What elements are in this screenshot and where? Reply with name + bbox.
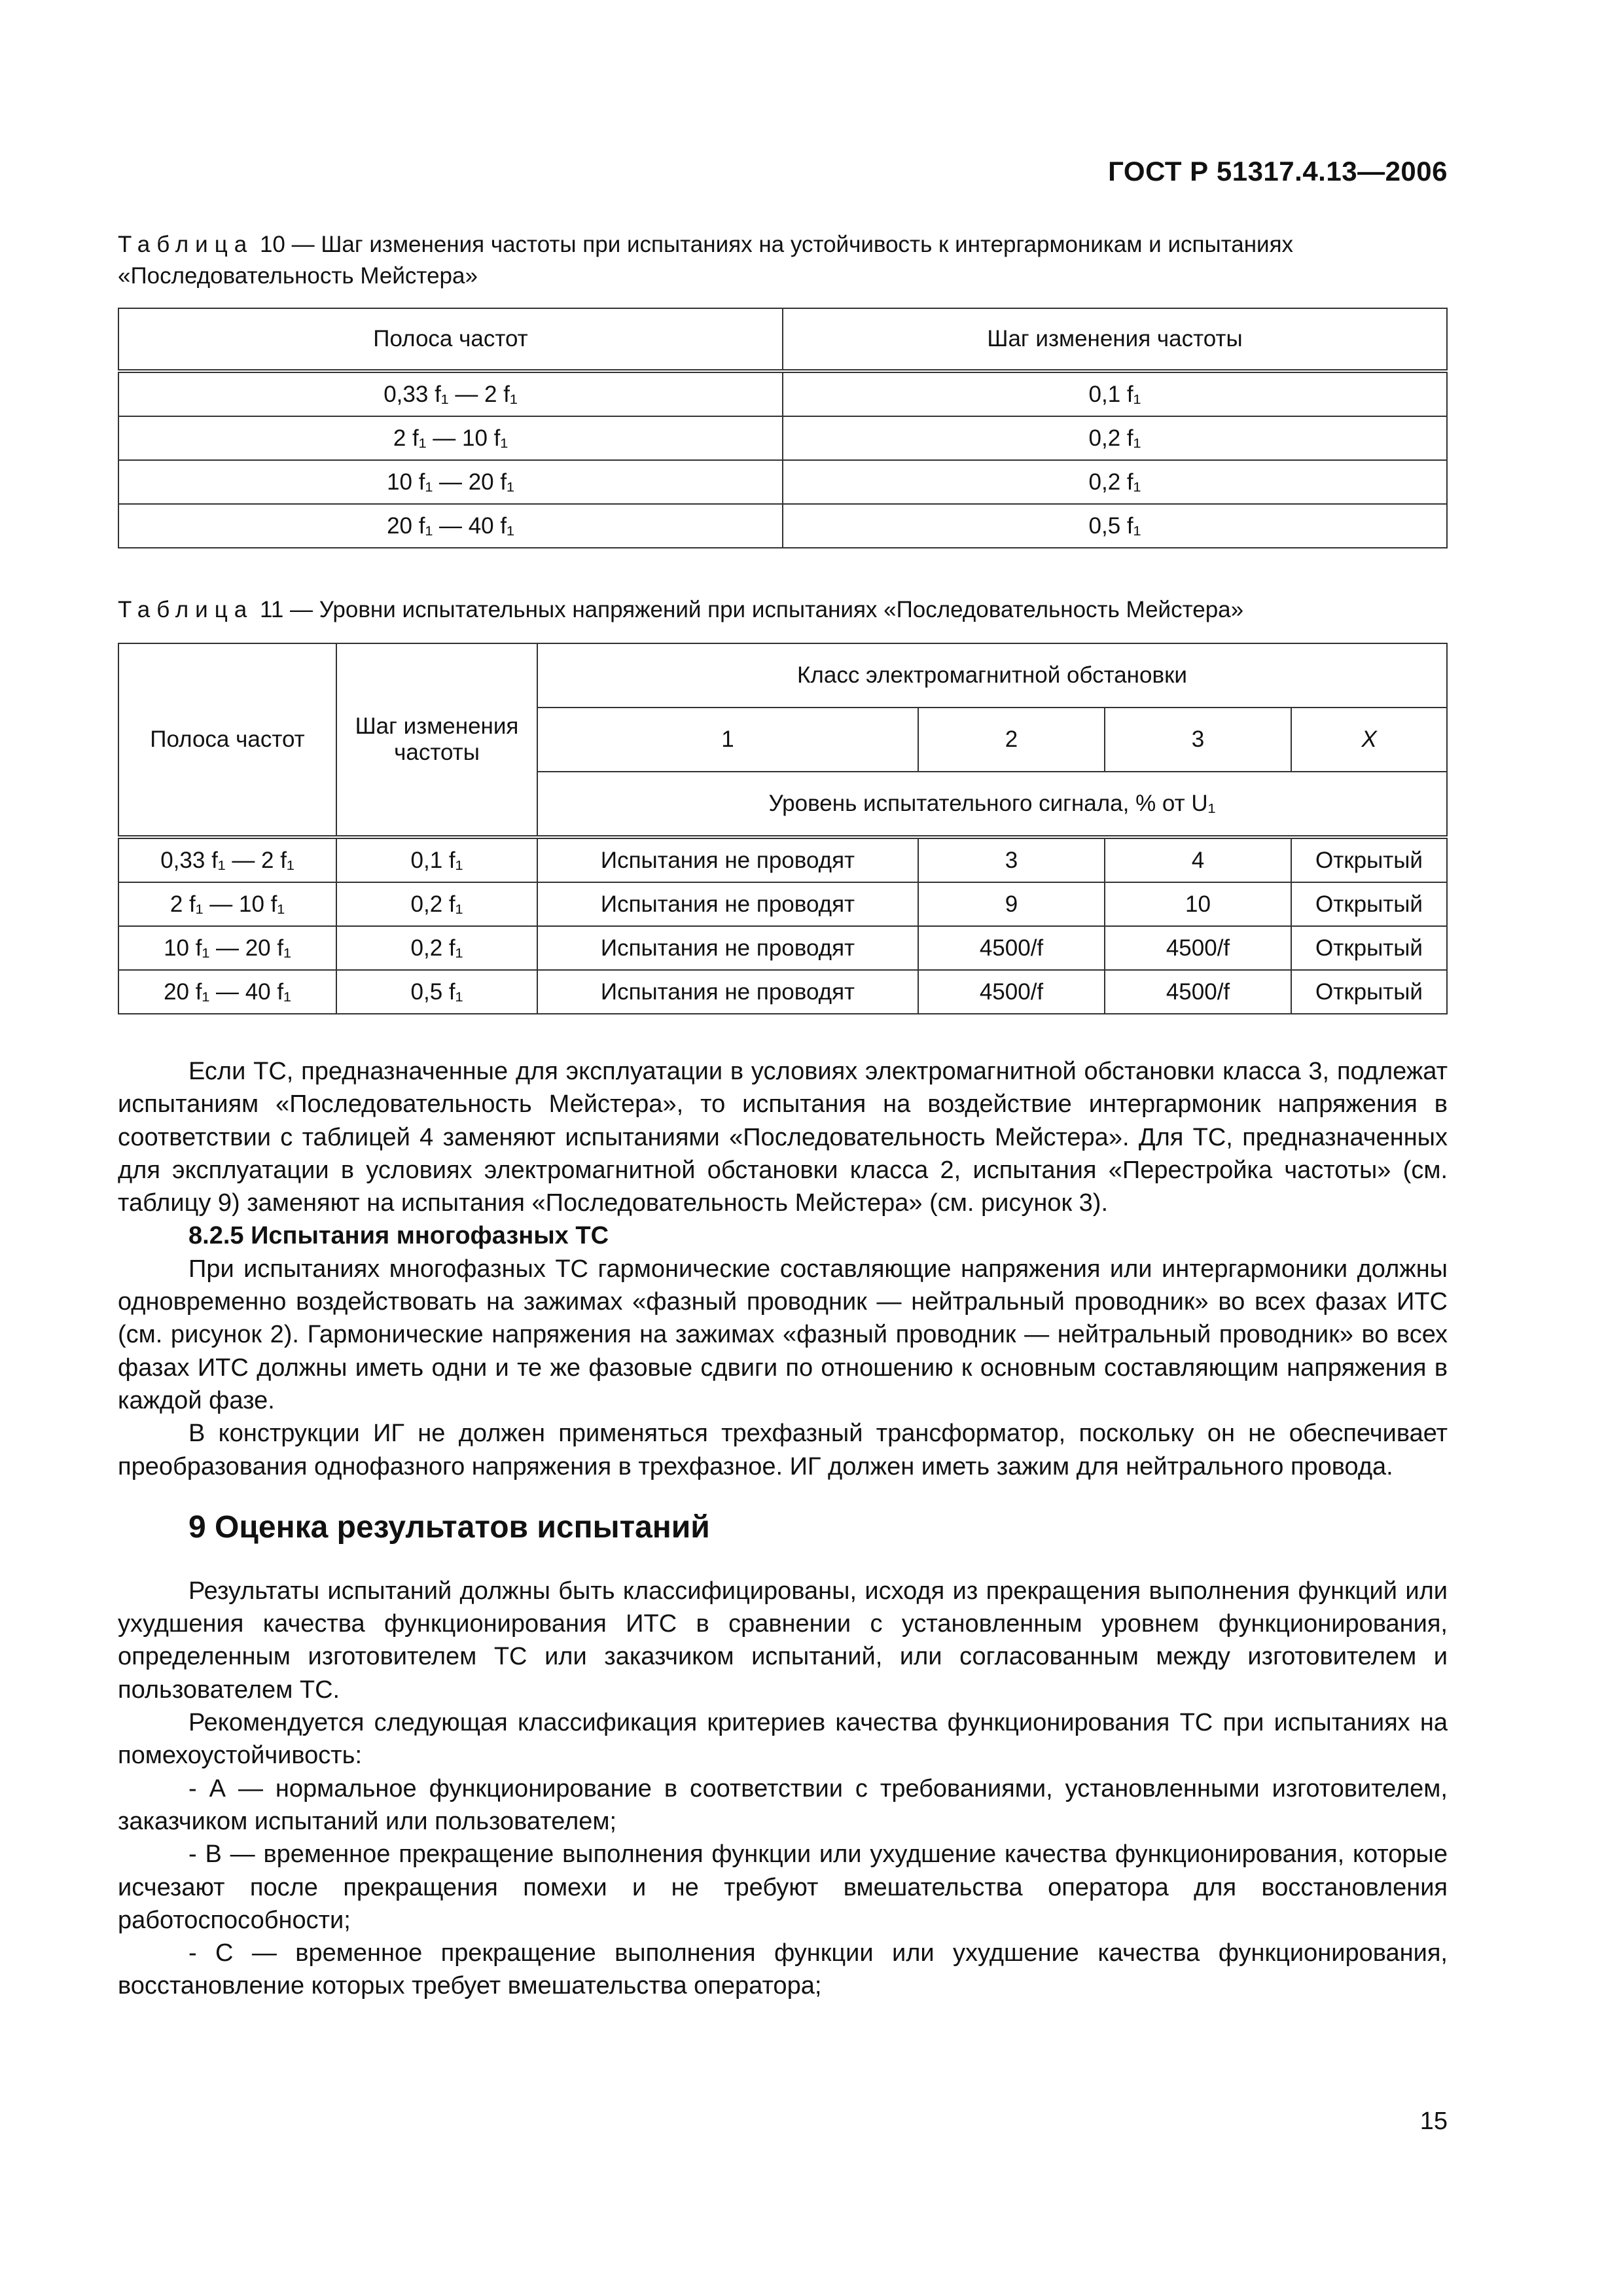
table11-cell: Испытания не проводят bbox=[537, 882, 918, 926]
table10-header-band: Полоса частот bbox=[118, 308, 783, 371]
table11-cell: 4500/f bbox=[918, 970, 1105, 1014]
list-item: - С — временное прекращение выполнения функции или ухудшение качества функционирования, восстановление которых требует вмешательства оператора; bbox=[118, 1939, 1448, 2000]
table11-cell: Испытания не проводят bbox=[537, 837, 918, 882]
table11-cell: Открытый bbox=[1291, 882, 1447, 926]
table11-cell: 0,1 f₁ bbox=[336, 837, 537, 882]
table11-cell: Открытый bbox=[1291, 926, 1447, 970]
table10-cell: 0,2 f₁ bbox=[783, 460, 1447, 504]
table11-caption-text: 11 — Уровни испытательных напряжений при испытаниях «Последовательность Мейстера» bbox=[259, 597, 1244, 622]
table11-cell: 10 f₁ — 20 f₁ bbox=[118, 926, 336, 970]
table10-cell: 10 f₁ — 20 f₁ bbox=[118, 460, 783, 504]
table11-cell: 4 bbox=[1105, 837, 1291, 882]
table11-cell: 0,2 f₁ bbox=[336, 926, 537, 970]
table-row bbox=[118, 926, 1447, 970]
table11-cell: Испытания не проводят bbox=[537, 970, 918, 1014]
table11-cell: 4500/f bbox=[1105, 926, 1291, 970]
subsection-heading: 8.2.5 Испытания многофазных ТС bbox=[188, 1222, 609, 1250]
paragraph: В конструкции ИГ не должен применяться трехфазный трансформатор, поскольку он не обеспечивает преобразования однофазного напряжения в трехфазное. ИГ должен иметь зажим для нейтрального провода. bbox=[118, 1420, 1448, 1480]
table11-header-band: Полоса частот bbox=[118, 643, 336, 837]
table10-label: Таблица bbox=[118, 232, 254, 257]
paragraph: Результаты испытаний должны быть классифицированы, исходя из прекращения выполнения функций или ухудшения качества функционирования ИТС в сравнении с установленным уровнем функционирования, определенным изготовителем ТС или заказчиком испытаний, или согласованным между изготовителем и пользователем ТС. bbox=[118, 1577, 1448, 1704]
table-row bbox=[118, 460, 1447, 504]
table-row bbox=[118, 416, 1447, 460]
table11-cell: 3 bbox=[918, 837, 1105, 882]
table10 bbox=[118, 308, 1448, 548]
table11-cell: 10 bbox=[1105, 882, 1291, 926]
table-row bbox=[118, 970, 1447, 1014]
table10-caption bbox=[118, 229, 1446, 292]
document-id: ГОСТ Р 51317.4.13—2006 bbox=[1108, 156, 1448, 187]
table10-cell: 0,1 f₁ bbox=[783, 371, 1447, 416]
table11-header-class: Класс электромагнитной обстановки bbox=[537, 643, 1447, 708]
table11-cell: 0,5 f₁ bbox=[336, 970, 537, 1014]
table11-class-2: 2 bbox=[918, 708, 1105, 772]
table11-cell: 9 bbox=[918, 882, 1105, 926]
table-row bbox=[118, 837, 1447, 882]
table11-class-3: 3 bbox=[1105, 708, 1291, 772]
table10-cell: 0,5 f₁ bbox=[783, 504, 1447, 548]
table10-cell: 2 f₁ — 10 f₁ bbox=[118, 416, 783, 460]
table11-cell: 20 f₁ — 40 f₁ bbox=[118, 970, 336, 1014]
list-item: - В — временное прекращение выполнения функции или ухудшение качества функционирования, которые исчезают после прекращения помехи и не требуют вмешательства оператора для восстановления работоспособности; bbox=[118, 1840, 1448, 1934]
section-heading: 9 Оценка результатов испытаний bbox=[188, 1509, 710, 1545]
table11 bbox=[118, 643, 1448, 1014]
paragraph: При испытаниях многофазных ТС гармонические составляющие напряжения или интергармоники должны одновременно воздействовать на зажимах «фазный проводник — нейтральный проводник» во всех фазах ИТС (см. рисунок 2). Гармонические напряжения на зажимах «фазный проводник — нейтральный проводник» во всех фазах ИТС должны иметь одни и те же фазовые сдвиги по отношению к основным составляющим напряжения в каждой фазе. bbox=[118, 1255, 1448, 1414]
table11-class-1: 1 bbox=[537, 708, 918, 772]
paragraph: Рекомендуется следующая классификация критериев качества функционирования ТС при испытаниях на помехоустойчивость: bbox=[118, 1709, 1448, 1770]
paragraph: Если ТС, предназначенные для эксплуатации в условиях электромагнитной обстановки класса 3, подлежат испытаниям «Последовательность Мейстера», то испытания на воздействие интергармоник напряжения в соответствии с таблицей 4 заменяют испытаниями «Последовательность Мейстера». Для ТС, предназначенных для эксплуатации в условиях электромагнитной обстановки класса 2, испытания «Перестройка частоты» (см. таблицу 9) заменяют на испытания «Последовательность Мейстера» (см. рисунок 3). bbox=[118, 1058, 1448, 1217]
table11-cell: Открытый bbox=[1291, 837, 1447, 882]
table10-header-step: Шаг изменения частоты bbox=[783, 308, 1447, 371]
table11-caption bbox=[118, 594, 1446, 626]
list-item: - А — нормальное функционирование в соответствии с требованиями, установленными изготовителем, заказчиком испытаний или пользователем; bbox=[118, 1774, 1448, 1835]
table11-label: Таблица bbox=[118, 597, 254, 622]
table10-cell: 0,2 f₁ bbox=[783, 416, 1447, 460]
table10-cell: 0,33 f₁ — 2 f₁ bbox=[118, 371, 783, 416]
table11-cell: 0,33 f₁ — 2 f₁ bbox=[118, 837, 336, 882]
table11-cell: 4500/f bbox=[1105, 970, 1291, 1014]
table-row bbox=[118, 504, 1447, 548]
page-number: 15 bbox=[1419, 2108, 1448, 2135]
table-row bbox=[118, 371, 1447, 416]
table11-cell: 0,2 f₁ bbox=[336, 882, 537, 926]
table11-cell: 4500/f bbox=[918, 926, 1105, 970]
table10-cell: 20 f₁ — 40 f₁ bbox=[118, 504, 783, 548]
table10-caption-text: 10 — Шаг изменения частоты при испытаниях на устойчивость к интергармоникам и испытаниях «Последовательность Мейстера» bbox=[118, 232, 1294, 289]
table11-cell: Испытания не проводят bbox=[537, 926, 918, 970]
table11-level-label: Уровень испытательного сигнала, % от U₁ bbox=[537, 772, 1447, 837]
table11-cell: 2 f₁ — 10 f₁ bbox=[118, 882, 336, 926]
table11-cell: Открытый bbox=[1291, 970, 1447, 1014]
table11-class-x: X bbox=[1291, 708, 1447, 772]
table-row bbox=[118, 882, 1447, 926]
body-text bbox=[118, 1055, 1448, 2003]
table11-header-step: Шаг изменения частоты bbox=[336, 643, 537, 837]
